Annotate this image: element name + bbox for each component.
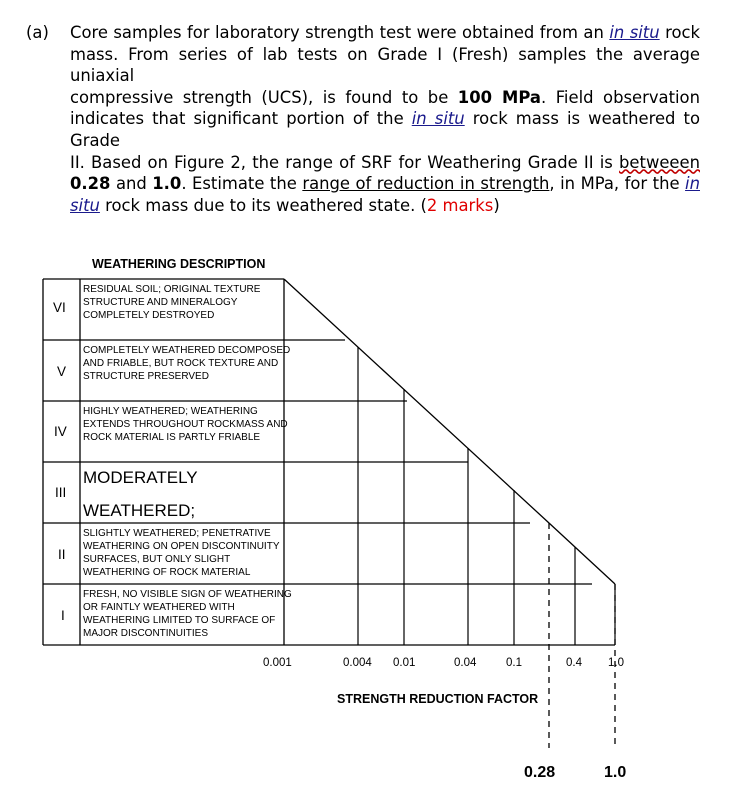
text-run: . Estimate the: [181, 174, 303, 194]
text-run: compressive strength (UCS), is found to be: [70, 87, 458, 107]
grade-description-line: MODERATELY: [83, 468, 198, 487]
x-tick-label: 1.0: [608, 657, 624, 669]
grade-roman: IV: [54, 424, 67, 439]
underlined-phrase: range of reduction in strength: [302, 174, 550, 194]
grade-description-line: OR FAINTLY WEATHERED WITH: [83, 602, 235, 613]
x-tick-label: 0.4: [566, 657, 582, 669]
grade-description-line: EXTENDS THROUGHOUT ROCKMASS AND: [83, 419, 288, 430]
in-situ-term: in: [685, 174, 700, 194]
text-run: and: [110, 174, 153, 194]
grade-description-line: WEATHERED;: [83, 501, 196, 520]
text-run: indicates that significant portion of the: [70, 109, 412, 129]
x-tick-label: 0.004: [343, 657, 372, 669]
grade-description-line: WEATHERING OF ROCK MATERIAL: [83, 567, 251, 578]
text-run: rock: [659, 23, 700, 42]
diagonal-line: [284, 279, 615, 584]
grade-roman: II: [58, 547, 66, 562]
x-axis-label: STRENGTH REDUCTION FACTOR: [337, 692, 539, 706]
grade-description-line: WEATHERING LIMITED TO SURFACE OF: [83, 615, 276, 626]
grade-roman: III: [55, 485, 67, 500]
misspelled-word: betweeen: [619, 152, 700, 172]
text-run: rock mass is weathered to Grade: [70, 109, 701, 150]
grade-description-line: RESIDUAL SOIL; ORIGINAL TEXTURE: [83, 284, 261, 295]
question-label: (a): [26, 23, 49, 42]
answer-low: 0.28: [524, 764, 556, 781]
grade-roman: VI: [53, 300, 66, 315]
grade-roman: V: [57, 364, 67, 379]
marks: 2 marks: [426, 195, 494, 215]
weathering-description-header: WEATHERING DESCRIPTION: [92, 257, 266, 271]
grade-description-line: ROCK MATERIAL IS PARTLY FRIABLE: [83, 432, 261, 443]
grade-roman: I: [61, 608, 65, 623]
grade-description-line: STRUCTURE PRESERVED: [83, 371, 209, 382]
grade-description-line: SURFACES, BUT ONLY SLIGHT: [83, 554, 231, 565]
grade-description-line: WEATHERING ON OPEN DISCONTINUITY: [83, 541, 280, 552]
text-run: . Field observation: [540, 87, 700, 107]
grade-description-line: STRUCTURE AND MINERALOGY: [83, 297, 238, 308]
text-run: , in MPa, for the: [549, 174, 686, 194]
grade-description-line: COMPLETELY WEATHERED DECOMPOSED: [83, 345, 291, 356]
text-run: Core samples for laboratory strength test were obtained from an: [70, 23, 610, 42]
text-run: II. Based on Figure 2, the range of SRF for Weathering Grade II is: [70, 152, 620, 172]
answer-high: 1.0: [604, 764, 627, 781]
srf-low: 0.28: [70, 174, 111, 194]
grade-description-line: FRESH, NO VISIBLE SIGN OF WEATHERING: [83, 589, 292, 600]
grade-description-line: COMPLETELY DESTROYED: [83, 310, 215, 321]
x-tick-label: 0.001: [263, 657, 292, 669]
in-situ-term: in situ: [609, 23, 660, 42]
ucs-value: 100 MPa: [457, 87, 541, 107]
text-run: rock mass due to its weathered state. (: [99, 195, 427, 215]
x-tick-label: 0.01: [393, 657, 416, 669]
grade-description-line: AND FRIABLE, BUT ROCK TEXTURE AND: [83, 358, 279, 369]
in-situ-term: situ: [70, 195, 100, 215]
text-run: mass. From series of lab tests on Grade I (Fresh) samples the average uniaxial: [70, 44, 700, 86]
grade-description-line: SLIGHTLY WEATHERED; PENETRATIVE: [83, 528, 271, 539]
in-situ-term: in situ: [411, 109, 465, 129]
x-tick-label: 0.04: [454, 657, 477, 669]
x-tick-label: 0.1: [506, 657, 522, 669]
grade-description-line: HIGHLY WEATHERED; WEATHERING: [83, 406, 258, 417]
srf-high: 1.0: [152, 174, 182, 194]
grade-description-line: MAJOR DISCONTINUITIES: [83, 628, 209, 639]
text-run: ): [493, 195, 500, 215]
